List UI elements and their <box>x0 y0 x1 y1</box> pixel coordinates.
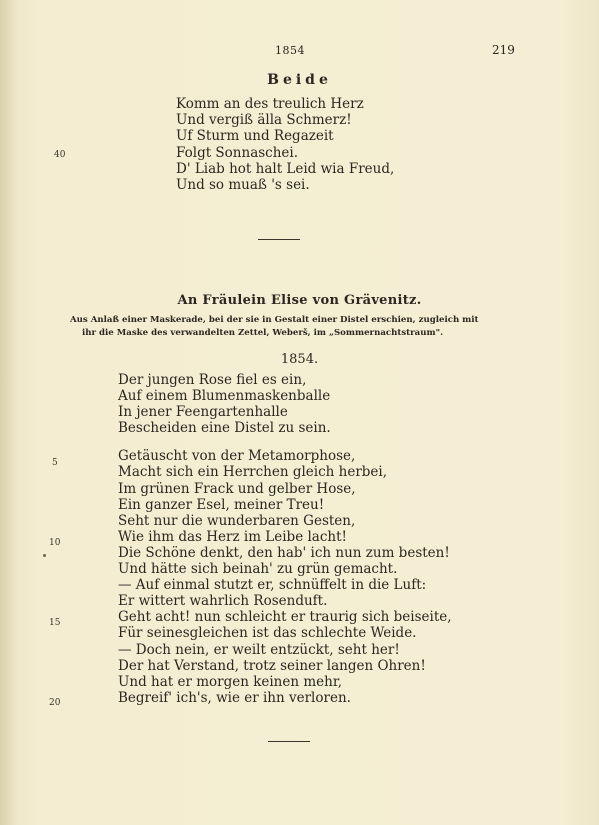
poem-line: In jener Feengartenhalle <box>118 404 288 421</box>
poem-line: Und hätte sich beinah' zu grün gemacht. <box>118 561 398 578</box>
poem-line: Geht acht! nun schleicht er traurig sich beiseite, <box>118 609 452 626</box>
line-number: 10 <box>49 538 61 548</box>
poem-line: Getäuscht von der Metamorphose, <box>118 448 356 465</box>
poem2-dedication-note <box>70 314 540 339</box>
poem-line: Auf einem Blumenmaskenballe <box>118 388 331 405</box>
poem1-body <box>176 96 394 193</box>
line-number: 20 <box>49 698 61 708</box>
poem-line: Seht nur die wunderbaren Gesten, <box>118 512 356 529</box>
line-number: 5 <box>52 458 58 468</box>
line-number: 15 <box>49 618 61 628</box>
poem2-body <box>118 372 452 706</box>
poem-line: Uf Sturm und Regazeit <box>176 128 334 145</box>
poem-line: — Doch nein, er weilt entzückt, seht her! <box>118 641 400 658</box>
poem-line: Ein ganzer Esel, meiner Treu! <box>118 496 325 513</box>
poem-line: Bescheiden eine Distel zu sein. <box>118 420 331 437</box>
section-divider <box>258 239 300 240</box>
poem-line: Komm an des treulich Herz <box>176 96 364 112</box>
poem-line: Die Schöne denkt, den hab' ich nun zum besten! <box>118 544 450 561</box>
paper-speck <box>43 554 46 557</box>
poem-line: Macht sich ein Herrchen gleich herbei, <box>118 464 388 481</box>
poem-line: Der jungen Rose fiel es ein, <box>118 372 307 388</box>
note-line: Aus Anlaß einer Maskerade, bei der sie in Gestalt einer Distel erschien, zugleich mit <box>70 315 479 325</box>
poem2-title: An Fräulein Elise von Grävenitz. <box>177 293 422 308</box>
poem-line: Er wittert wahrlich Rosenduft. <box>118 593 328 610</box>
stanza-gap <box>118 436 452 448</box>
poem-line: Und hat er morgen keinen mehr, <box>118 673 343 690</box>
poem-line: D' Liab hot halt Leid wia Freud, <box>176 160 395 177</box>
poem1-title: Beide <box>267 72 332 88</box>
poem-line: Im grünen Frack und gelber Hose, <box>118 480 356 497</box>
poem-line: Für seinesgleichen ist das schlechte Weide. <box>118 625 417 642</box>
poem-line: Folgt Sonnaschei. <box>176 144 299 161</box>
poem2-year: 1854. <box>280 352 319 367</box>
section-divider <box>268 741 310 742</box>
note-line: ihr die Maske des verwandelten Zettel, Weberš, im „Sommernachtstraum". <box>82 327 444 338</box>
line-number: 40 <box>54 150 66 160</box>
poem-line: Der hat Verstand, trotz seiner langen Ohren! <box>118 657 426 674</box>
running-header-year: 1854 <box>275 44 305 57</box>
poem-line: Und so muaß 's sei. <box>176 177 310 194</box>
poem-line: Und vergiß älla Schmerz! <box>176 112 352 129</box>
poem-line: — Auf einmal stutzt er, schnüffelt in die Luft: <box>118 577 427 594</box>
page-number: 219 <box>492 43 515 57</box>
poem-line: Begreif' ich's, wie er ihn verloren. <box>118 689 351 706</box>
scan-shadow <box>0 0 18 825</box>
poem-line: Wie ihm das Herz im Leibe lacht! <box>118 528 347 545</box>
